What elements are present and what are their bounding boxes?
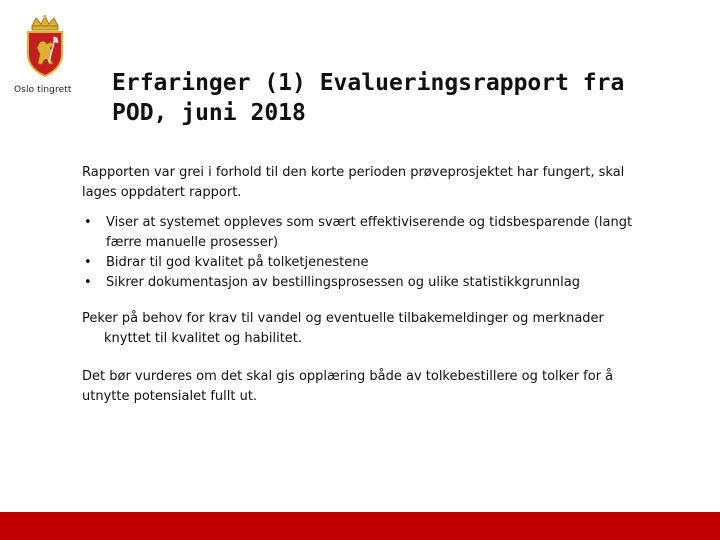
slide-title [112, 68, 692, 128]
bullet-item: • Sikrer dokumentasjon av bestillingsprosessen og ulike statistikkgrunnlag [82, 273, 642, 293]
slide-title-line-1: Erfaringer (1) Evalueringsrapport fra [112, 70, 625, 96]
slide-title-line-2: POD, juni 2018 [112, 100, 306, 126]
bullet-list [82, 213, 642, 293]
slide-body [82, 163, 642, 407]
organization-name: Oslo tingrett [14, 85, 72, 95]
bottom-accent-bar [0, 512, 720, 540]
bullet-item: • Bidrar til god kvalitet på tolketjenestene [82, 253, 642, 273]
intro-paragraph: Rapporten var grei i forhold til den korte perioden prøveprosjektet har fungert, skal lages oppdatert rapport. [82, 165, 625, 200]
needs-paragraph: Peker på behov for krav til vandel og eventuelle tilbakemeldinger og merknader knyttet til kvalitet og habilitet. [82, 311, 604, 346]
bullet-item: • Viser at systemet oppleves som svært effektiviserende og tidsbesparende (langt færre manuelle prosesser) [82, 213, 642, 253]
norwegian-coat-of-arms-icon [20, 14, 70, 78]
coat-of-arms-logo [20, 14, 70, 78]
training-paragraph: Det bør vurderes om det skal gis opplæring både av tolkebestillere og tolker for å utnytte potensialet fullt ut. [82, 369, 614, 404]
